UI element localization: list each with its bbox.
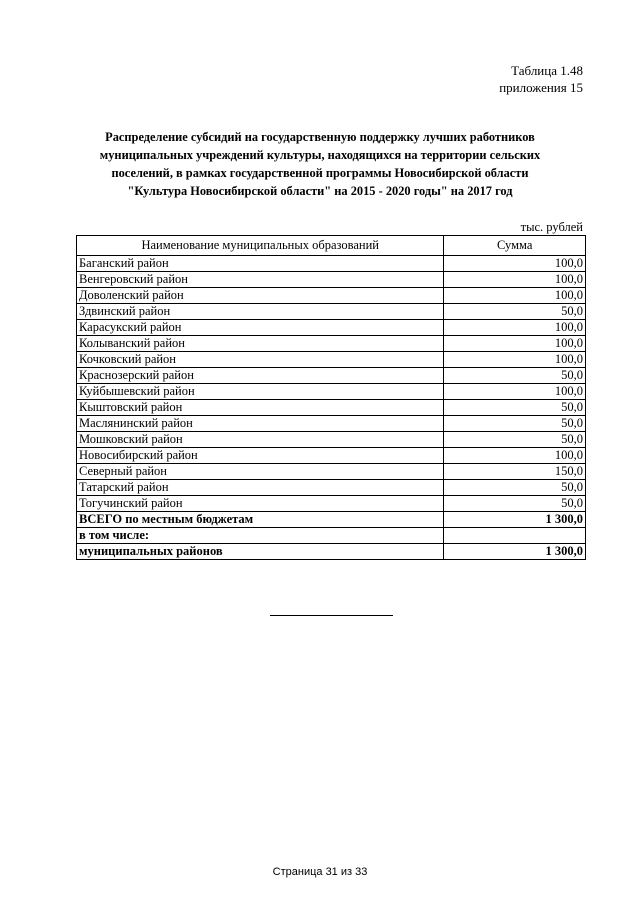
subsidy-table	[76, 235, 586, 560]
district-sum: 100,0	[444, 288, 586, 304]
district-name: Венгеровский район	[77, 272, 444, 288]
district-sum: 100,0	[444, 256, 586, 272]
district-sum: 100,0	[444, 352, 586, 368]
district-sum: 50,0	[444, 368, 586, 384]
column-header-name: Наименование муниципальных образований	[77, 236, 444, 256]
district-sum: 50,0	[444, 496, 586, 512]
table-row	[77, 320, 586, 336]
district-sum: 100,0	[444, 320, 586, 336]
column-header-sum: Сумма	[444, 236, 586, 256]
total-row	[77, 512, 586, 528]
including-row	[77, 528, 586, 544]
district-name: Тогучинский район	[77, 496, 444, 512]
table-row	[77, 448, 586, 464]
including-sum	[444, 528, 586, 544]
municipal-row	[77, 544, 586, 560]
table-row	[77, 304, 586, 320]
table-row	[77, 464, 586, 480]
table-row	[77, 400, 586, 416]
district-name: Куйбышевский район	[77, 384, 444, 400]
table-row	[77, 336, 586, 352]
table-header-row	[77, 236, 586, 256]
units-label: тыс. рублей	[520, 220, 583, 234]
district-name: Краснозерский район	[77, 368, 444, 384]
table-row	[77, 272, 586, 288]
table-row	[77, 416, 586, 432]
table-row	[77, 288, 586, 304]
document-title	[70, 128, 570, 200]
district-name: Кыштовский район	[77, 400, 444, 416]
district-sum: 100,0	[444, 448, 586, 464]
table-row	[77, 496, 586, 512]
title-line: Распределение субсидий на государственную поддержку лучших работников	[105, 130, 535, 144]
district-sum: 50,0	[444, 432, 586, 448]
district-sum: 50,0	[444, 416, 586, 432]
title-line: "Культура Новосибирской области" на 2015 - 2020 годы" на 2017 год	[127, 184, 513, 198]
table-row	[77, 384, 586, 400]
page-number: Страница 31 из 33	[272, 866, 368, 878]
total-label: ВСЕГО по местным бюджетам	[77, 512, 444, 528]
table-row	[77, 352, 586, 368]
table-row	[77, 480, 586, 496]
divider-line	[270, 615, 393, 616]
district-name: Колыванский район	[77, 336, 444, 352]
district-sum: 100,0	[444, 336, 586, 352]
district-sum: 50,0	[444, 400, 586, 416]
title-line: муниципальных учреждений культуры, находящихся на территории сельских	[99, 148, 541, 162]
district-name: Карасукский район	[77, 320, 444, 336]
district-name: Доволенский район	[77, 288, 444, 304]
district-name: Здвинский район	[77, 304, 444, 320]
table-row	[77, 432, 586, 448]
district-name: Татарский район	[77, 480, 444, 496]
appendix-label: приложения 15	[499, 80, 583, 95]
district-sum: 50,0	[444, 304, 586, 320]
table-row	[77, 368, 586, 384]
district-sum: 100,0	[444, 384, 586, 400]
municipal-sum: 1 300,0	[444, 544, 586, 560]
municipal-label: муниципальных районов	[77, 544, 444, 560]
total-sum: 1 300,0	[444, 512, 586, 528]
title-line: поселений, в рамках государственной программы Новосибирской области	[111, 166, 529, 180]
district-sum: 50,0	[444, 480, 586, 496]
table-number: Таблица 1.48	[511, 63, 583, 78]
district-name: Новосибирский район	[77, 448, 444, 464]
district-name: Маслянинский район	[77, 416, 444, 432]
district-name: Северный район	[77, 464, 444, 480]
district-name: Кочковский район	[77, 352, 444, 368]
district-sum: 100,0	[444, 272, 586, 288]
table-row	[77, 256, 586, 272]
district-name: Баганский район	[77, 256, 444, 272]
including-label: в том числе:	[77, 528, 444, 544]
district-sum: 150,0	[444, 464, 586, 480]
district-name: Мошковский район	[77, 432, 444, 448]
